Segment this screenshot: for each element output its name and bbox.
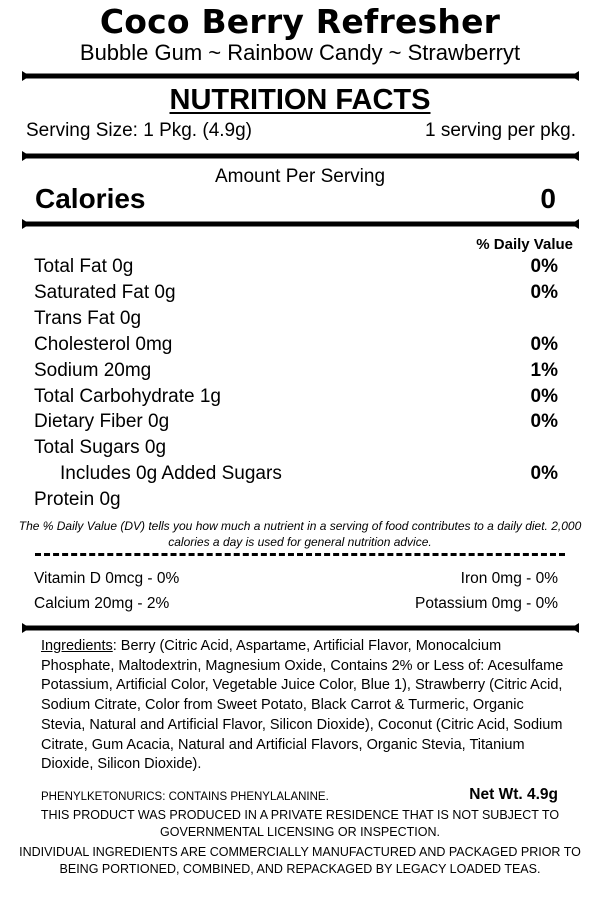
nutrient-total-fat: Total Fat 0g bbox=[34, 256, 134, 277]
phenylketonurics-warning: PHENYLKETONURICS: CONTAINS PHENYLALANINE. bbox=[41, 791, 329, 803]
nutrient-sodium: Sodium 20mg bbox=[34, 360, 152, 381]
nutrient-added-sugars-dv: 0% bbox=[530, 463, 558, 484]
vitamin-d: Vitamin D 0mcg - 0% bbox=[34, 570, 180, 587]
calcium: Calcium 20mg - 2% bbox=[34, 595, 170, 612]
nutrient-dietary-fiber: Dietary Fiber 0g bbox=[34, 411, 170, 432]
daily-value-header: % Daily Value bbox=[476, 236, 573, 253]
nutrient-cholesterol: Cholesterol 0mg bbox=[34, 334, 173, 355]
nutrition-facts-heading: NUTRITION FACTS bbox=[169, 84, 431, 116]
ingredients-disclaimer: INDIVIDUAL INGREDIENTS ARE COMMERCIALLY MANUFACTURED AND PACKAGED PRIOR TO BEING PORTIONED, COMBINED, AND REPACKAGED BY LEGACY LOADED TEAS. bbox=[19, 845, 581, 876]
iron: Iron 0mg - 0% bbox=[460, 570, 558, 587]
nutrient-protein: Protein 0g bbox=[34, 489, 121, 510]
nutrient-total-carbohydrate: Total Carbohydrate 1g bbox=[34, 386, 221, 407]
potassium: Potassium 0mg - 0% bbox=[415, 595, 558, 612]
residence-disclaimer: THIS PRODUCT WAS PRODUCED IN A PRIVATE RESIDENCE THAT IS NOT SUBJECT TO GOVERNMENTAL LICENSING OR INSPECTION. bbox=[40, 808, 560, 839]
nutrient-total-fat-dv: 0% bbox=[530, 256, 558, 277]
product-flavors: Bubble Gum ~ Rainbow Candy ~ Strawberryt bbox=[79, 40, 521, 65]
nutrient-saturated-fat-dv: 0% bbox=[530, 282, 558, 303]
nutrient-sodium-dv: 1% bbox=[530, 360, 558, 381]
serving-size: Serving Size: 1 Pkg. (4.9g) bbox=[26, 120, 252, 141]
divider-bar-calories bbox=[0, 216, 600, 232]
divider-bar-top bbox=[0, 68, 600, 84]
nutrient-added-sugars: Includes 0g Added Sugars bbox=[60, 463, 282, 484]
amount-per-serving: Amount Per Serving bbox=[214, 166, 386, 187]
nutrient-dietary-fiber-dv: 0% bbox=[530, 411, 558, 432]
dashed-divider bbox=[35, 553, 565, 556]
product-name: Coco Berry Refresher bbox=[99, 2, 501, 41]
nutrient-trans-fat: Trans Fat 0g bbox=[34, 308, 142, 329]
nutrient-saturated-fat: Saturated Fat 0g bbox=[34, 282, 176, 303]
nutrient-cholesterol-dv: 0% bbox=[530, 334, 558, 355]
calories-label: Calories bbox=[35, 183, 146, 214]
ingredients-label: Ingredients bbox=[41, 638, 113, 654]
ingredients-block bbox=[41, 637, 571, 775]
divider-bar-bottom bbox=[0, 620, 600, 636]
servings-per-package: 1 serving per pkg. bbox=[424, 120, 576, 141]
divider-bar-serving bbox=[0, 148, 600, 164]
nutrient-total-sugars: Total Sugars 0g bbox=[34, 437, 167, 458]
daily-value-footnote: The % Daily Value (DV) tells you how much a nutrient in a serving of food contributes to a daily diet. 2,000 calories a day is used for general nutrition advice. bbox=[18, 519, 582, 549]
calories-value: 0 bbox=[540, 183, 556, 214]
net-weight: Net Wt. 4.9g bbox=[469, 786, 558, 803]
nutrient-total-carbohydrate-dv: 0% bbox=[530, 386, 558, 407]
ingredients-text: : Berry (Citric Acid, Aspartame, Artificial Flavor, Monocalcium Phosphate, Maltodextrin, Magnesium Oxide, Contains 2% or Less of: Acesulfame Potassium, Artificial Color, Vegetable Juice Color, Blue 1), Strawberry (Citric Acid, Sodium Citrate, Color from Sweet Potato, Black Carrot & Turmeric, Organic Stevia, Natural and Artificial Flavor, Silicon Dioxide), Coconut (Citric Acid, Sodium Citrate, Gum Acacia, Natural and Artificial Flavors, Organic Stevia, Titanium Dioxide, Silicon Dioxide). bbox=[41, 638, 564, 773]
